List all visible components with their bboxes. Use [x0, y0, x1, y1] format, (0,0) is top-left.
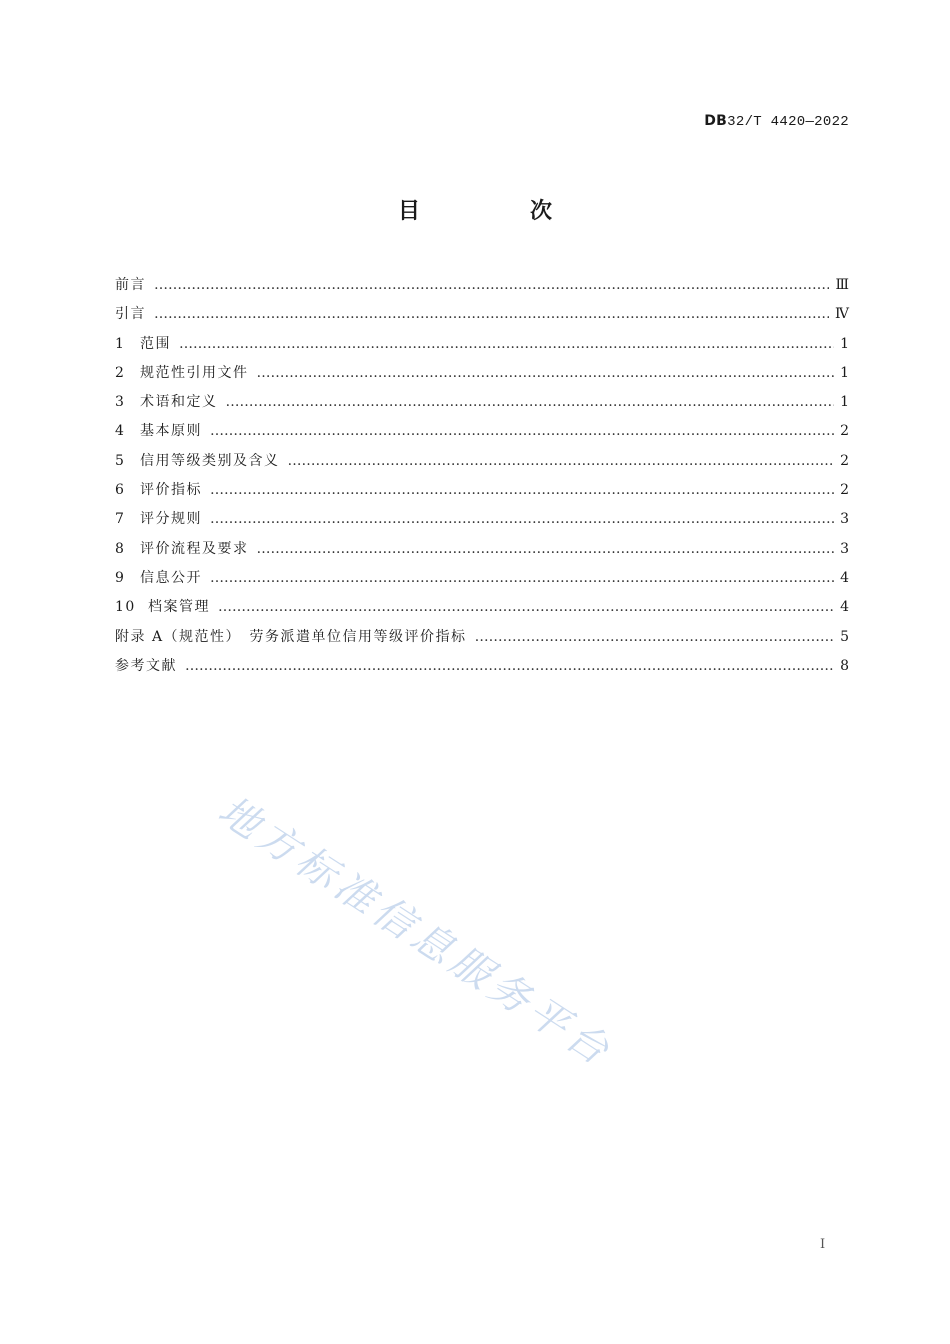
toc-entry-number: 7 [115, 511, 126, 528]
toc-entry[interactable] [115, 626, 849, 655]
toc-entry-page: 1 [840, 335, 849, 352]
toc-entry-label: 术语和定义 [140, 394, 218, 411]
toc-entry-page: 2 [840, 482, 849, 499]
toc-entry[interactable] [115, 303, 849, 332]
toc-entry-label: 档案管理 [148, 599, 210, 616]
toc-leader-dots [179, 336, 834, 352]
toc-entry-page: 2 [840, 452, 849, 469]
toc-entry-number: 2 [115, 364, 126, 381]
toc-leader-dots [218, 599, 834, 615]
toc-entry-label: 附录 A（规范性） 劳务派遣单位信用等级评价指标 [115, 628, 467, 645]
page-number: I [820, 1237, 826, 1252]
toc-entry[interactable] [115, 508, 849, 537]
toc-entry-number: 6 [115, 482, 126, 499]
toc-entry[interactable] [115, 450, 849, 479]
toc-entry-page: 8 [840, 657, 849, 674]
toc-entry[interactable] [115, 274, 849, 303]
toc-entry-label: 基本原则 [140, 423, 202, 440]
standard-number: 32/T 4420—2022 [727, 114, 849, 130]
toc-entry-page: 5 [840, 628, 849, 645]
toc-entry[interactable] [115, 420, 849, 449]
toc-leader-dots [257, 541, 835, 557]
toc-entry[interactable] [115, 333, 849, 362]
toc-entry-page: 4 [840, 569, 849, 586]
toc-entry-number: 4 [115, 423, 126, 440]
toc-entry-number: 9 [115, 569, 126, 586]
toc-entry-label: 信用等级类别及含义 [140, 452, 280, 469]
toc-leader-dots [210, 570, 834, 586]
toc-leader-dots [210, 423, 834, 439]
toc-entry[interactable] [115, 362, 849, 391]
toc-entry-label: 引言 [115, 306, 146, 323]
toc-entry[interactable] [115, 538, 849, 567]
page-title: 目 次 [397, 199, 596, 224]
toc-entry-label: 参考文献 [115, 657, 177, 674]
toc-entry[interactable] [115, 479, 849, 508]
toc-leader-dots [288, 453, 835, 469]
standard-code [704, 113, 849, 130]
toc-entry-label: 评分规则 [140, 511, 202, 528]
toc-entry-page: 3 [840, 511, 849, 528]
toc-entry-number: 8 [115, 540, 126, 557]
toc-leader-dots [210, 482, 834, 498]
toc-entry[interactable] [115, 655, 849, 684]
toc-leader-dots [154, 277, 829, 293]
toc-entry-page: 4 [840, 599, 849, 616]
toc-entry-page: 1 [840, 364, 849, 381]
toc-entry-page: 3 [840, 540, 849, 557]
toc-entry-number: 5 [115, 452, 126, 469]
toc-entry-page: 2 [840, 423, 849, 440]
toc-entry-number: 3 [115, 394, 126, 411]
toc-entry-label: 范围 [140, 335, 171, 352]
toc-entry-page: 1 [840, 394, 849, 411]
toc-entry-page: Ⅳ [835, 306, 849, 323]
toc-leader-dots [154, 306, 829, 322]
toc-entry-label: 规范性引用文件 [140, 364, 249, 381]
toc-leader-dots [475, 629, 835, 645]
toc-entry-label: 评价指标 [140, 482, 202, 499]
watermark: 地方标准信息服务平台 [210, 787, 621, 1077]
toc-leader-dots [210, 511, 834, 527]
toc-entry-number: 10 [115, 599, 136, 616]
toc-entry-label: 信息公开 [140, 569, 202, 586]
toc-entry-page: Ⅲ [835, 277, 849, 293]
toc-entry[interactable] [115, 567, 849, 596]
toc-entry-label: 评价流程及要求 [140, 540, 249, 557]
toc-entry[interactable] [115, 596, 849, 625]
toc-leader-dots [185, 658, 834, 674]
toc-leader-dots [226, 394, 835, 410]
table-of-contents [115, 274, 849, 684]
toc-entry-label: 前言 [115, 277, 146, 293]
toc-leader-dots [257, 365, 835, 381]
toc-entry-number: 1 [115, 335, 126, 352]
toc-entry[interactable] [115, 391, 849, 420]
standard-prefix: DB [704, 113, 728, 129]
